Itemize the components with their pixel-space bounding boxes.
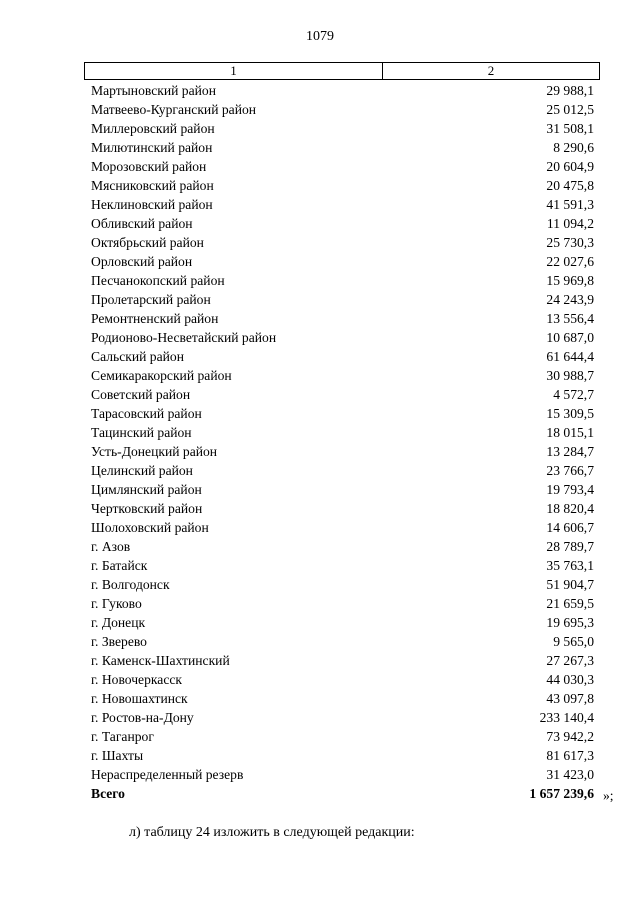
row-name: г. Азов — [91, 539, 131, 554]
row-value: 22 027,6 — [546, 254, 594, 269]
row-value: 51 904,7 — [546, 577, 594, 592]
table-row — [84, 366, 600, 385]
table-row — [84, 119, 600, 138]
table-row — [84, 727, 600, 746]
instruction-text: л) таблицу 24 изложить в следующей редакции: — [129, 825, 415, 840]
row-value: 20 604,9 — [546, 159, 594, 174]
row-name: Милютинский район — [91, 140, 213, 155]
row-name: г. Новошахтинск — [91, 691, 188, 706]
table-row — [84, 518, 600, 537]
row-name: Чертковский район — [91, 501, 203, 516]
row-value: 61 644,4 — [546, 349, 594, 364]
row-value: 73 942,2 — [546, 729, 594, 744]
row-name: Ремонтненский район — [91, 311, 219, 326]
row-value: 29 988,1 — [546, 83, 594, 98]
table-row — [84, 651, 600, 670]
table-row — [84, 138, 600, 157]
row-value: 81 617,3 — [546, 748, 594, 763]
table-row — [84, 385, 600, 404]
row-name: г. Ростов-на-Дону — [91, 710, 194, 725]
row-value: 25 730,3 — [546, 235, 594, 250]
table-row — [84, 480, 600, 499]
row-name: Родионово-Несветайский район — [91, 330, 277, 345]
row-value: 24 243,9 — [546, 292, 594, 307]
row-name: Целинский район — [91, 463, 193, 478]
table-row — [84, 404, 600, 423]
row-value: 31 508,1 — [546, 121, 594, 136]
row-name: Обливский район — [91, 216, 193, 231]
column-header-1: 1 — [85, 63, 383, 79]
row-value: 19 793,4 — [546, 482, 594, 497]
row-value: 18 820,4 — [546, 501, 594, 516]
row-value: 20 475,8 — [546, 178, 594, 193]
table-row — [84, 632, 600, 651]
row-name: г. Батайск — [91, 558, 148, 573]
table-row — [84, 670, 600, 689]
table-row — [84, 746, 600, 765]
row-value: 4 572,7 — [553, 387, 594, 402]
row-name: Пролетарский район — [91, 292, 211, 307]
row-name: Усть-Донецкий район — [91, 444, 218, 459]
table-row — [84, 613, 600, 632]
table-row — [84, 765, 600, 784]
row-value: 44 030,3 — [546, 672, 594, 687]
row-value: 11 094,2 — [546, 216, 594, 231]
row-value: 23 766,7 — [546, 463, 594, 478]
row-value: 31 423,0 — [546, 767, 594, 782]
table-row — [84, 176, 600, 195]
row-name: Песчанокопский район — [91, 273, 225, 288]
row-name: Морозовский район — [91, 159, 207, 174]
row-value: 19 695,3 — [546, 615, 594, 630]
table-row — [84, 195, 600, 214]
total-value: 1 657 239,6 — [529, 786, 594, 801]
row-value: 10 687,0 — [546, 330, 594, 345]
table-row — [84, 347, 600, 366]
table-row — [84, 537, 600, 556]
table-body — [84, 81, 600, 803]
row-name: г. Шахты — [91, 748, 144, 763]
table-row — [84, 708, 600, 727]
row-name: г. Гуково — [91, 596, 142, 611]
row-name: г. Каменск-Шахтинский — [91, 653, 230, 668]
row-name: Цимлянский район — [91, 482, 202, 497]
row-name: Тацинский район — [91, 425, 192, 440]
row-name: Мясниковский район — [91, 178, 214, 193]
row-name: Советский район — [91, 387, 191, 402]
table-row — [84, 594, 600, 613]
row-name: Сальский район — [91, 349, 184, 364]
row-value: 15 969,8 — [546, 273, 594, 288]
row-name: г. Новочеркасск — [91, 672, 182, 687]
row-name: Нераспределенный резерв — [91, 767, 244, 782]
row-value: 13 284,7 — [546, 444, 594, 459]
row-value: 8 290,6 — [553, 140, 594, 155]
table-row — [84, 271, 600, 290]
table-row — [84, 309, 600, 328]
row-value: 14 606,7 — [546, 520, 594, 535]
total-suffix: »; — [603, 788, 614, 803]
table-row — [84, 499, 600, 518]
page-number: 1079 — [306, 29, 334, 44]
row-name: Семикаракорский район — [91, 368, 232, 383]
row-value: 28 789,7 — [546, 539, 594, 554]
row-name: Неклиновский район — [91, 197, 213, 212]
row-name: г. Донецк — [91, 615, 146, 630]
table-row — [84, 461, 600, 480]
table-row — [84, 252, 600, 271]
row-value: 15 309,5 — [546, 406, 594, 421]
row-value: 30 988,7 — [546, 368, 594, 383]
row-name: г. Зверево — [91, 634, 147, 649]
row-name: г. Волгодонск — [91, 577, 170, 592]
row-value: 43 097,8 — [546, 691, 594, 706]
row-value: 41 591,3 — [546, 197, 594, 212]
table-row — [84, 328, 600, 347]
table-row — [84, 423, 600, 442]
row-value: 233 140,4 — [539, 710, 594, 725]
table-row — [84, 556, 600, 575]
row-value: 13 556,4 — [546, 311, 594, 326]
row-name: Миллеровский район — [91, 121, 215, 136]
row-name: Тарасовский район — [91, 406, 202, 421]
row-name: г. Таганрог — [91, 729, 154, 744]
table-header — [84, 62, 600, 80]
row-value: 18 015,1 — [546, 425, 594, 440]
table-row — [84, 214, 600, 233]
total-label: Всего — [91, 786, 125, 801]
table-row — [84, 575, 600, 594]
row-value: 35 763,1 — [546, 558, 594, 573]
table-row — [84, 100, 600, 119]
table-row — [84, 81, 600, 100]
column-header-2: 2 — [487, 63, 495, 78]
table-row — [84, 290, 600, 309]
row-value: 21 659,5 — [546, 596, 594, 611]
row-value: 27 267,3 — [546, 653, 594, 668]
row-name: Октябрьский район — [91, 235, 204, 250]
table-row — [84, 442, 600, 461]
row-name: Орловский район — [91, 254, 193, 269]
table-row — [84, 689, 600, 708]
row-value: 25 012,5 — [546, 102, 594, 117]
table-row — [84, 157, 600, 176]
row-name: Шолоховский район — [91, 520, 209, 535]
row-value: 9 565,0 — [553, 634, 594, 649]
total-row — [84, 784, 600, 803]
row-name: Матвеево-Курганский район — [91, 102, 257, 117]
table-row — [84, 233, 600, 252]
row-name: Мартыновский район — [91, 83, 216, 98]
